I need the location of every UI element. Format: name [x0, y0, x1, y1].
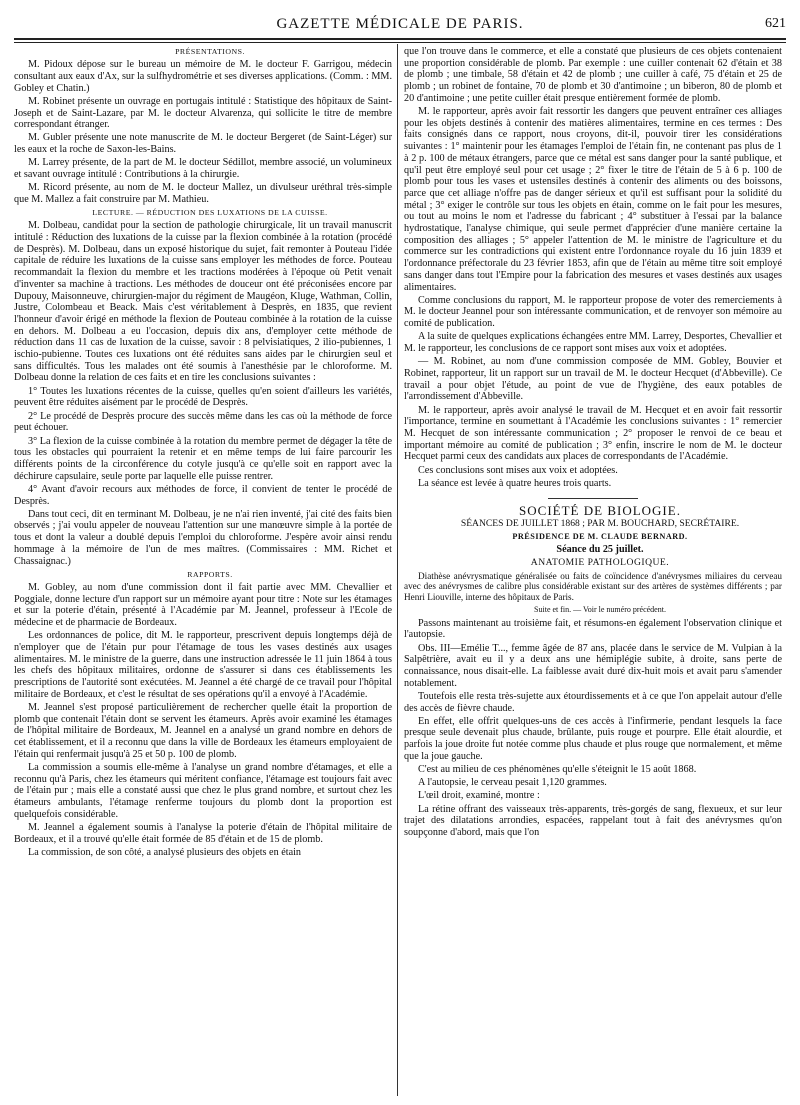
- section-heading: PRÉSENTATIONS.: [175, 47, 245, 56]
- soc-diath-text: Diathèse anévrysmatique généralisée ou faits de coïncidence d'anévrysmes miliaires du cerveau avec des anévrysmes de calibre plus considérable existant sur des artères de systèmes différents ; par Henri Liouville, interne des hôpitaux de Paris.: [404, 570, 782, 603]
- paragraph: 4° Avant d'avoir recours aux méthodes de force, il convient de tenter le procédé de Desprès.: [14, 483, 392, 507]
- paragraph: Obs. III—Emélie T..., femme âgée de 87 ans, placée dans le service de M. Vulpian à la Salpêtrière, avait eu il y a deux ans une hémiplégie subite, à droite, sans perte de connaissance, nous disait-elle. La faiblesse avait duré dix-huit mois et avait paru s'amender notablement.: [404, 642, 782, 689]
- paragraph: Toutefois elle resta très-sujette aux étourdissements et à ce que l'on appelait autour d'elle des accès de fièvre chaude.: [404, 690, 782, 714]
- paragraph: M. Jeannel s'est proposé particulièrement de rechercher quelle était la proportion de plomb que contenait l'étain dont se servent les étameurs. Après avoir examiné les étamages de l'hôpital militaire de Bordeaux, M. Jeannel en a analysé un grand nombre en dehors de cet établissement, et il a reconnu que dans la ville de Bordeaux les étameurs employaient de l'étain qui renfermait jusqu'à 25 et 50 p. 100 de plomb.: [14, 701, 392, 760]
- paragraph: — M. Robinet, au nom d'une commission composée de MM. Gobley, Bouvier et Robinet, rapporteur, lit un rapport sur un travail de M. le docteur Hecquet (d'Abbeville). Ce travail a pour objet l'étude, au point de vue de l'hygiène, des eaux potables de l'arrondissement d'Abbeville.: [404, 356, 782, 403]
- paragraph: Les ordonnances de police, dit M. le rapporteur, prescrivent depuis longtemps déjà de n'employer que de l'étain pur pour l'étamage de tous les vases destinés aux usages alimentaires. M. le ministre de la guerre, dans une instruction adressée le 11 juin 1864 à tous les chefs des hôpitaux militaires, ordonne de s'assurer si dans ces établissements les prescriptions de l'autorité sont exécutées. M. Jeannel a été chargé de ce travail pour l'hôpital militaire de Bordeaux, et c'est le résultat de ses opérations qu'il a envoyé à l'Académie.: [14, 630, 392, 700]
- paragraph: M. le rapporteur, après avoir fait ressortir les dangers que peuvent entraîner ces alliages pour les objets destinés à contenir des matières alimentaires, termine en ces termes : Des faits consignés dans ce rapport, nous croyons, dit-il, pouvoir tirer les considérations suivantes : 1° maintenir pour les étamages l'emploi de l'étain fin, ne contenant pas plus de 1 à 2 p. 100 de métaux étrangers, parce que ce métal est sans danger pour la santé publique, et qu'il peut être employé seul pour cet usage ; 2° fixer le titre de l'étain de 5 à 6 p. 100 de plomb pour tous les vases et ustensiles destinés à contenir des aliments ou des boissons, parce que cet alliage n'offre pas de danger sérieux et qu'il est suffisant pour la solidité du métal ; 3° exiger le contrôle sur tous les objets en étain, comme on le fait pour les mesures, ou tout au moins le nom et l'adresse du fabricant ; 4° substituer à l'essai par la balance hydrostatique, l'analyse chimique, qui seule permet d'apprécier d'une manière certaine la composition des alliages ; 5° appeler l'attention de M. le ministre de l'agriculture et du commerce sur les contradictions qui existent entre l'ordonnance royale du 16 juin 1839 et l'ordonnance préfectorale du 23 février 1853, afin que de l'étain au même titre soit employé sans danger dans tout l'Empire pour la fabrication des mesures et vases destinés aux usages alimentaires.: [404, 106, 782, 293]
- paragraph: La commission, de son côté, a analysé plusieurs des objets en étain: [28, 846, 302, 858]
- header-rule-thin: [14, 42, 786, 43]
- right-column: [404, 46, 782, 1096]
- soc-anat-text: ANATOMIE PATHOLOGIQUE.: [530, 557, 670, 569]
- paragraph: M. Gubler présente une note manuscrite de M. le docteur Bergeret (de Saint-Léger) sur les eaux et la roche de Saxon-les-Bains.: [14, 132, 392, 156]
- paragraph: L'œil droit, examiné, montre :: [418, 790, 540, 802]
- header-rule: [14, 38, 786, 40]
- left-column: [14, 46, 392, 1096]
- soc-sub-text: SÉANCES DE JUILLET 1868 ; PAR M. BOUCHARD, SECRÉTAIRE.: [460, 517, 740, 529]
- section-heading: LECTURE. — RÉDUCTION DES LUXATIONS DE LA CUISSE.: [92, 208, 328, 218]
- paragraph: C'est au milieu de ces phénomènes qu'elle s'éteignit le 15 août 1868.: [418, 764, 697, 776]
- page-number: 621: [765, 16, 786, 31]
- paragraph: 2° Le procédé de Desprès procure des succès même dans les cas où la méthode de force peut échouer.: [14, 410, 392, 434]
- paragraph: La rétine offrant des vaisseaux très-apparents, très-gorgés de sang, flexueux, et sur leur trajet des dilatations arrondies, espacées, rappelant tout à fait des anévrysmes qu'on soupçonne d'abord, mais que l'on: [404, 803, 782, 839]
- paragraph: En effet, elle offrit quelques-uns de ces accès à l'infirmerie, pendant lesquels la face presque seule devenait plus chaude, brûlante, puis rouge et pourpre. Elle était alourdie, et parfois la joue droite fut notée comme plus chaude et plus rouge que normalement, et même que la joue gauche.: [404, 715, 782, 762]
- paragraph: M. Dolbeau, candidat pour la section de pathologie chirurgicale, lit un travail manuscrit intitulé : Réduction des luxations de la cuisse par la flexion combinée à la rotation (procédé de Desprès). M. Dolbeau, dans un exposé historique du sujet, fait remonter à Pouteau l'idée capitale de réduire les luxations de la cuisse sans employer les méthodes de force. Pouteau recommandait la flexion du membre et les tractions modérées à l'époque où Petit venait d'inventer sa machine à tractions. Les méthodes de douceur ont été préconisées encore par Dupouy, Maisonneuve, chirurgien-major du régiment de Maugéon, Kluge, Wathman, Collin, Justre, Colombeau et Beack. Mais c'est véritablement à Desprès, en 1835, que revient l'honneur d'avoir érigé en méthode la flexion de Pouteau combinée à la rotation de la cuisse en dehors. M. Dolbeau a eu l'occasion, depuis dix ans, d'employer cette méthode de réduction dans 11 cas de luxation de la cuisse, savoir : 8 pelvisiatiques, 2 ilio-pubiennes, 1 ischio-pubienne. Toutes ces luxations ont été réduites sans aides par le chirurgien seul et sans difficultés. Tous les malades ont été soumis à l'anesthésie par le chloroforme. M. Dolbeau donne la relation de ces faits et en tire les conclusions suivantes :: [14, 220, 392, 384]
- paragraph: 3° La flexion de la cuisse combinée à la rotation du membre permet de dégager la tête de tous les obstacles qui pourraient la retenir et en même temps de lui faire parcourir les différents points de la circonférence du cotyle jusqu'à ce qu'elle soit en rapport avec la déchirure capsulaire, seule porte par laquelle elle puisse rentrer.: [14, 435, 392, 482]
- paragraph: Dans tout ceci, dit en terminant M. Dolbeau, je ne n'ai rien inventé, j'ai cité des faits bien observés ; j'ai voulu appeler de nouveau l'attention sur une manœuvre simple à la portée de tous et dont la valeur a doublé depuis l'emploi du chloroforme. J'espère avoir ainsi rendu hommage à la mémoire de l'un de mes maîtres. (Commissaires : MM. Richet et Chassaignac.): [14, 508, 392, 567]
- soc-suite-text: Suite et fin. — Voir le numéro précédent.: [534, 605, 666, 615]
- column-divider: [397, 44, 398, 1096]
- paragraph: Comme conclusions du rapport, M. le rapporteur propose de voter des remerciements à M. le docteur Jeannel pour son intéressante communication, et de renvoyer son mémoire au comité de publication.: [404, 294, 782, 330]
- paragraph: M. Robinet présente un ouvrage en portugais intitulé : Statistique des hôpitaux de Saint-Joseph et de Saint-Lazare, par M. le docteur Alvarenza, qui sollicite le titre de membre correspondant étranger.: [14, 95, 392, 131]
- soc-seance-text: Séance du 25 juillet.: [556, 544, 644, 556]
- paragraph: La commission a soumis elle-même à l'analyse un grand nombre d'étamages, et elle a reconnu qu'à Paris, chez les étameurs qui méritent confiance, l'étamage est toujours fait avec de l'étain pur ; mais elle a constaté aussi que chez le plus grand nombre, et surtout chez les étameurs ambulants, l'étamage renferme toujours du plomb dont la proportion est quelquefois considérable.: [14, 761, 392, 820]
- paragraph: La séance est levée à quatre heures trois quarts.: [418, 477, 612, 489]
- paragraph: M. Ricord présente, au nom de M. le docteur Mallez, un divulseur uréthral très-simple que M. Mallez a fait construire par M. Mathieu.: [14, 182, 392, 205]
- paragraph: A la suite de quelques explications échangées entre MM. Larrey, Desportes, Chevallier et M. le rapporteur, les conclusions de ce rapport sont mises aux voix et adoptées.: [404, 331, 782, 355]
- paragraph: 1° Toutes les luxations récentes de la cuisse, quelles qu'en soient d'ailleurs les variétés, peuvent être réduites aisément par le procédé de Desprès.: [14, 385, 392, 409]
- section-heading: RAPPORTS.: [187, 569, 233, 579]
- soc-pres-text: PRÉSIDENCE DE M. CLAUDE BERNARD.: [512, 531, 688, 541]
- paragraph: M. Pidoux dépose sur le bureau un mémoire de M. le docteur F. Garrigou, médecin consultant aux eaux d'Ax, sur la sulfhydrométrie et ses diverses applications. (Comm. : MM. Gobley et Chatin.): [14, 59, 392, 94]
- page-header: [14, 14, 786, 36]
- paragraph: que l'on trouve dans le commerce, et elle a constaté que plusieurs de ces objets contenaient une proportion considérable de plomb. Par exemple : une cuiller contenait 62 d'étain et 38 de plomb ; une timbale, 58 d'étain et 42 de plomb ; une cuiller à café, 75 d'étain et 25 de plomb ; un robinet de fontaine, 70 de plomb et 30 d'antimoine ; un biberon, 80 de plomb et 20 d'antimoine ; une petite cuiller était presque entièrement formée de plomb.: [404, 46, 782, 104]
- paragraph: Passons maintenant au troisième fait, et résumons-en également l'observation clinique et l'autopsie.: [404, 617, 782, 641]
- paragraph: M. Gobley, au nom d'une commission dont il fait partie avec MM. Chevallier et Poggiale, donne lecture d'un rapport sur un mémoire ayant pour titre : Note sur les étamages et sur la poterie d'étain, présenté à l'Académie par M. Jeannel, professeur à l'Ecole de médecine et de pharmacie de Bordeaux.: [14, 581, 392, 629]
- soc-title-text: SOCIÉTÉ DE BIOLOGIE.: [519, 502, 681, 518]
- paragraph: Ces conclusions sont mises aux voix et adoptées.: [418, 464, 618, 476]
- paragraph: A l'autopsie, le cerveau pesait 1,120 grammes.: [418, 777, 607, 789]
- paragraph: M. Jeannel a également soumis à l'analyse la poterie d'étain de l'hôpital militaire de Bordeaux, et il a trouvé qu'elle était formée de 85 d'étain et de 15 de plomb.: [14, 822, 392, 845]
- journal-title: GAZETTE MÉDICALE DE PARIS.: [276, 16, 524, 32]
- paragraph: M. Larrey présente, de la part de M. le docteur Sédillot, membre associé, un volumineux et savant ouvrage intitulé : Contributions à la chirurgie.: [14, 157, 392, 181]
- section-rule: [548, 498, 638, 499]
- paragraph: M. le rapporteur, après avoir analysé le travail de M. Hecquet et en avoir fait ressortir l'importance, termine en soumettant à l'Académie les conclusions suivantes : 1° remercier M. Hecquet de son intéressante communication ; 2° proposer le renvoi de ce beau et important mémoire au comité de publication ; 3° enfin, inscrire le nom de M. le docteur Hecquet parmi ceux des candidats aux places de correspondants de l'Académie.: [404, 404, 782, 463]
